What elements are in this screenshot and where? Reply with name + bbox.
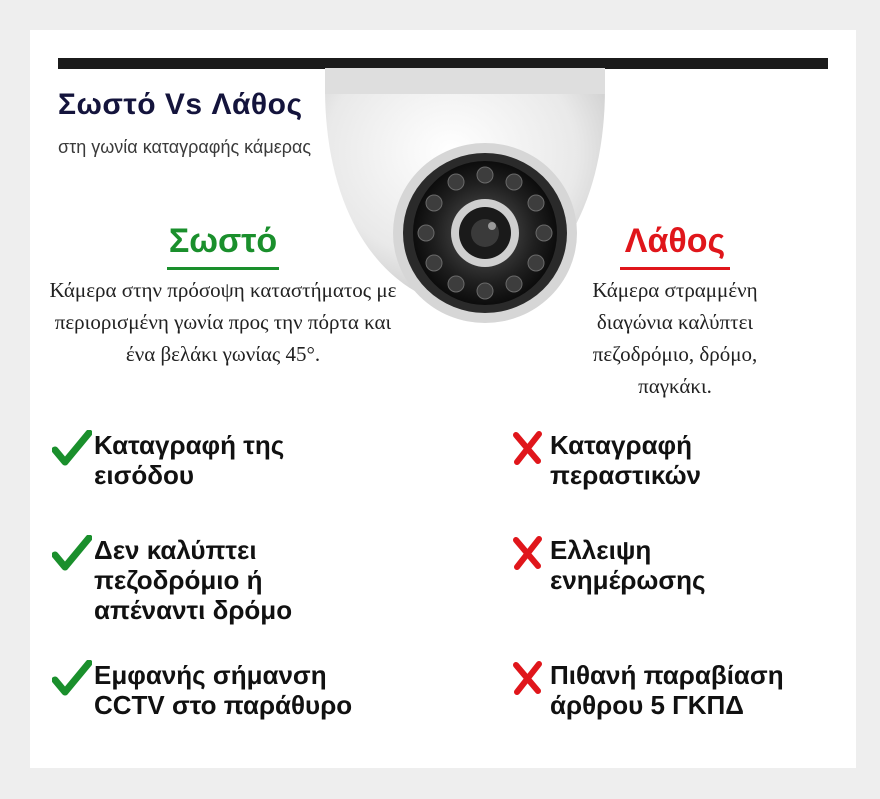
correct-description: Κάμερα στην πρόσοψη καταστήματος με περιορισμένη γωνία προς την πόρτα και ένα βελάκι γωνίας 45°. xyxy=(49,278,397,366)
correct-heading-label: Σωστό xyxy=(168,222,278,260)
correct-point-text: Εμφανής σήμανση CCTV στο παράθυρο xyxy=(94,660,353,720)
wrong-point-text: Πιθανή παραβίαση άρθρου 5 ΓΚΠΔ xyxy=(550,660,784,720)
wrong-point-text: Ελλειψη ενημέρωσης xyxy=(550,535,706,595)
wrong-point-text: Καταγραφή περαστικών xyxy=(550,430,701,490)
wrong-description: Κάμερα στραμμένη διαγώνια καλύπτει πεζοδρόμιο, δρόμο, παγκάκι. xyxy=(592,278,758,398)
page-subtitle: στη γωνία καταγραφής κάμερας xyxy=(58,137,312,157)
check-icon xyxy=(52,535,92,571)
wrong-underline xyxy=(620,267,730,270)
cross-icon xyxy=(508,535,548,571)
check-icon xyxy=(52,430,92,466)
wrong-point-3 xyxy=(508,660,784,720)
cross-icon xyxy=(508,430,548,466)
wrong-point-2 xyxy=(508,535,706,595)
correct-heading xyxy=(148,222,298,270)
infographic-card xyxy=(30,30,856,768)
correct-point-1 xyxy=(52,430,284,490)
cross-icon xyxy=(508,660,548,696)
correct-point-3 xyxy=(52,660,352,720)
wrong-heading xyxy=(600,222,750,270)
correct-underline xyxy=(167,267,279,270)
correct-point-2 xyxy=(52,535,292,625)
correct-point-text: Δεν καλύπτει πεζοδρόμιο ή απέναντι δρόμο xyxy=(94,535,293,625)
page-title: Σωστό Vs Λάθος xyxy=(58,88,303,121)
wrong-heading-label: Λάθος xyxy=(624,222,726,260)
correct-point-text: Καταγραφή της εισόδου xyxy=(94,430,285,490)
wrong-point-1 xyxy=(508,430,701,490)
check-icon xyxy=(52,660,92,696)
